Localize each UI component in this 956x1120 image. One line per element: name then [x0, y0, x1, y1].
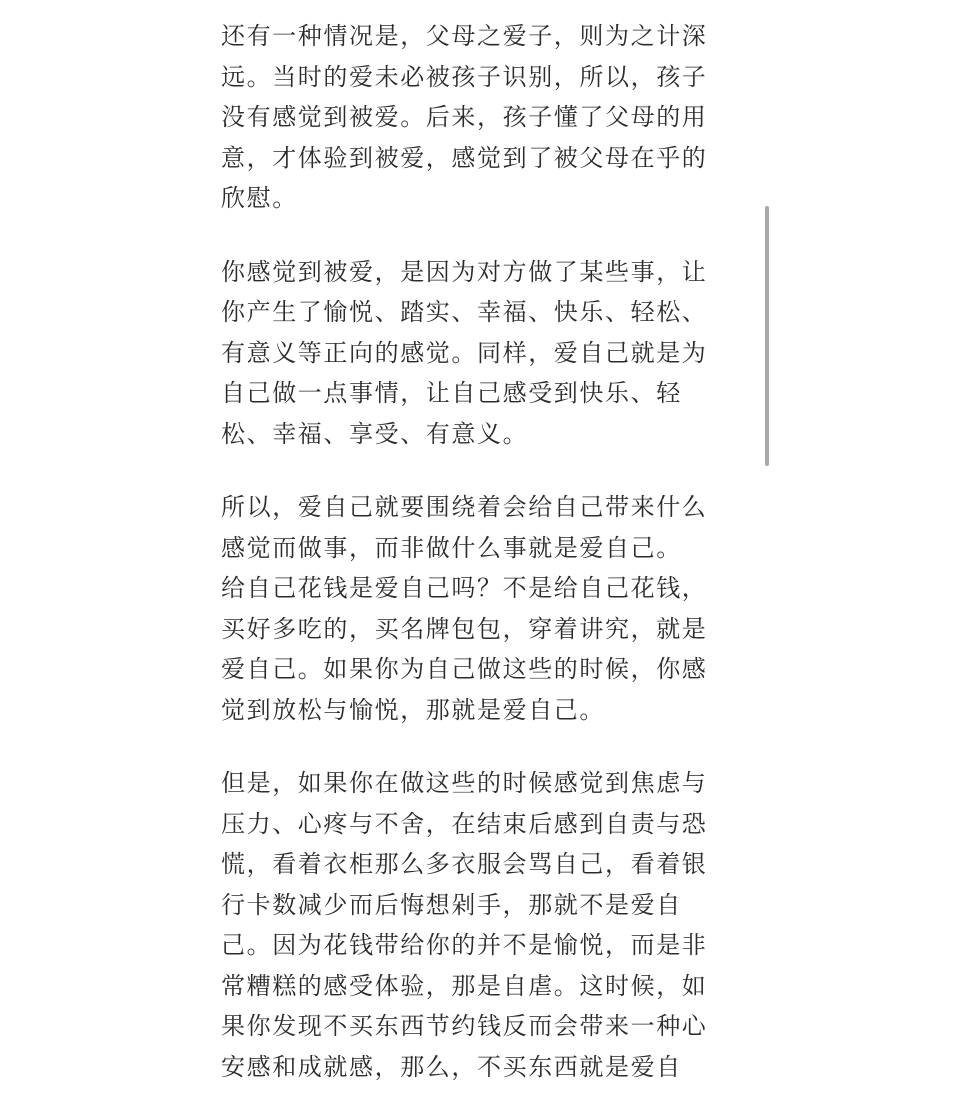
text-line: 行卡数减少而后悔想剁手，那就不是爱自	[221, 890, 682, 919]
text-line: 给自己花钱是爱自己吗？不是给自己花钱，	[221, 574, 708, 602]
text-line: 所以，爱自己就要围绕着会给自己带来什么	[221, 493, 708, 521]
text-line: 买好多吃的，买名牌包包，穿着讲究，就是	[221, 614, 708, 643]
paragraph	[221, 16, 731, 219]
text-line: 安感和成就感，那么，不买东西就是爱自	[221, 1052, 682, 1081]
text-line: 己。因为花钱带给你的并不是愉悦，而是非	[221, 931, 708, 959]
text-line: 还有一种情况是，父母之爱子，则为之计深	[221, 22, 708, 50]
text-line: 远。当时的爱未必被孩子识别，所以，孩子	[221, 62, 708, 91]
paragraph	[221, 763, 731, 1087]
text-line: 松、幸福、享受、有意义。	[221, 419, 529, 448]
text-line: 常糟糕的感受体验，那是自虐。这时候，如	[221, 971, 708, 1000]
text-line: 慌，看着衣柜那么多衣服会骂自己，看着银	[221, 850, 708, 878]
text-line: 没有感觉到被爱。后来，孩子懂了父母的用	[221, 103, 708, 131]
text-line: 但是，如果你在做这些的时候感觉到焦虑与	[221, 769, 708, 797]
text-line: 意，才体验到被爱，感觉到了被父母在乎的	[221, 143, 708, 172]
scrollbar-thumb[interactable]	[765, 206, 769, 466]
text-line: 你产生了愉悦、踏实、幸福、快乐、轻松、	[221, 298, 708, 326]
article-body	[221, 16, 731, 1120]
text-line: 欣慰。	[221, 184, 298, 212]
text-line: 自己做一点事情，让自己感受到快乐、轻	[221, 379, 682, 407]
text-line: 感觉而做事，而非做什么事就是爱自己。	[221, 533, 682, 562]
paragraph	[221, 487, 731, 730]
text-line: 你感觉到被爱，是因为对方做了某些事，让	[221, 257, 708, 286]
text-line: 有意义等正向的感觉。同样，爱自己就是为	[221, 338, 708, 367]
paragraph	[221, 252, 731, 455]
text-line: 觉到放松与愉悦，那就是爱自己。	[221, 695, 605, 724]
text-line: 爱自己。如果你为自己做这些的时候，你感	[221, 655, 708, 683]
text-line: 果你发现不买东西节约钱反而会带来一种心	[221, 1012, 708, 1040]
text-line: 压力、心疼与不舍，在结束后感到自责与恐	[221, 809, 708, 838]
